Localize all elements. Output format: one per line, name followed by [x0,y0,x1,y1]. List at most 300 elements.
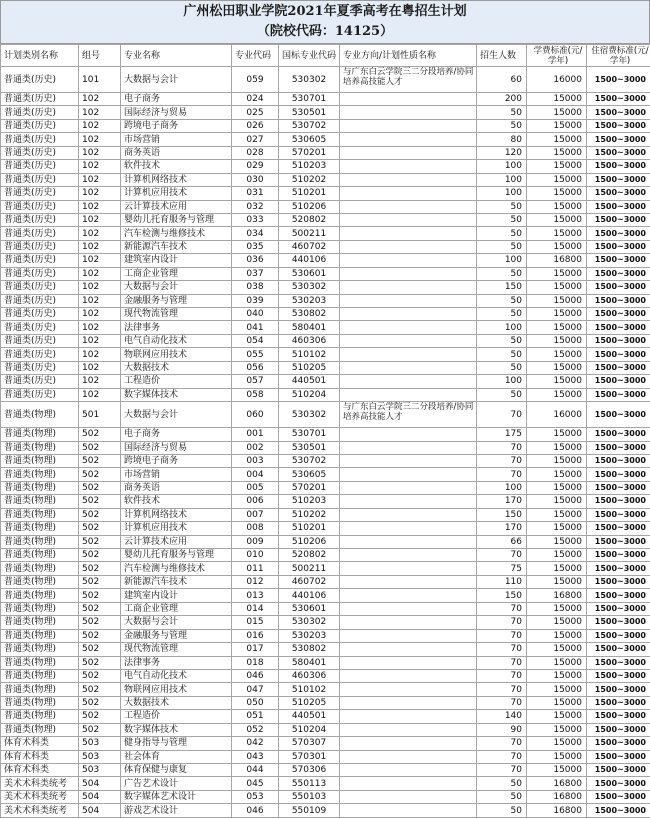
cell-group-no: 102 [79,133,121,146]
cell-major-code: 044 [232,764,279,777]
cell-tuition: 16000 [527,67,587,93]
cell-group-no: 502 [79,535,121,548]
cell-enrollment: 70 [477,696,527,709]
cell-major-code: 034 [232,227,279,240]
table-row [1,737,650,750]
cell-tuition: 15000 [527,656,587,669]
table-row [1,240,650,253]
cell-national-code: 510205 [279,361,340,374]
table-row [1,656,650,669]
cell-group-no: 501 [79,402,121,428]
cell-major-code: 005 [232,481,279,494]
cell-direction [340,804,477,817]
header-cell: 学费标准(元/学年) [527,45,587,67]
cell-group-no: 102 [79,281,121,294]
cell-major-name: 工商企业管理 [121,267,232,280]
cell-major-name: 大数据与会计 [121,616,232,629]
cell-tuition: 15000 [527,508,587,521]
cell-plan-category: 普通类(物理) [1,629,79,642]
cell-plan-category: 普通类(历史) [1,321,79,334]
cell-national-code: 510102 [279,683,340,696]
cell-major-code: 003 [232,454,279,467]
cell-plan-category: 普通类(物理) [1,575,79,588]
cell-major-code: 012 [232,575,279,588]
cell-plan-category: 普通类(历史) [1,200,79,213]
cell-tuition: 15000 [527,669,587,682]
cell-national-code: 510202 [279,508,340,521]
cell-national-code: 530702 [279,119,340,132]
cell-plan-category: 美术术科类统考 [1,790,79,803]
header-cell: 国标专业代码 [279,45,340,67]
table-row [1,468,650,481]
cell-enrollment: 50 [477,388,527,401]
cell-enrollment: 120 [477,146,527,159]
cell-dorm-fee: 1500~3000 [587,629,650,642]
table-row [1,790,650,803]
cell-group-no: 502 [79,589,121,602]
cell-national-code: 530601 [279,267,340,280]
cell-major-code: 011 [232,562,279,575]
cell-tuition: 15000 [527,308,587,321]
cell-major-name: 软件技术 [121,495,232,508]
cell-dorm-fee: 1500~3000 [587,187,650,200]
cell-plan-category: 普通类(物理) [1,696,79,709]
cell-direction [340,764,477,777]
cell-direction [340,294,477,307]
cell-dorm-fee: 1500~3000 [587,562,650,575]
cell-direction [340,535,477,548]
cell-enrollment: 100 [477,321,527,334]
cell-tuition: 15000 [527,737,587,750]
cell-dorm-fee: 1500~3000 [587,106,650,119]
header-cell: 住宿费标准(元/学年) [587,45,650,67]
cell-major-code: 045 [232,777,279,790]
cell-enrollment: 70 [477,669,527,682]
cell-direction [340,173,477,186]
cell-enrollment: 70 [477,737,527,750]
cell-direction [340,616,477,629]
cell-national-code: 530302 [279,616,340,629]
table-row [1,616,650,629]
table-row [1,106,650,119]
cell-tuition: 15000 [527,227,587,240]
cell-group-no: 502 [79,683,121,696]
cell-enrollment: 70 [477,643,527,656]
cell-plan-category: 普通类(物理) [1,589,79,602]
cell-enrollment: 100 [477,254,527,267]
cell-enrollment: 100 [477,160,527,173]
cell-enrollment: 50 [477,106,527,119]
cell-major-code: 013 [232,589,279,602]
cell-tuition: 15000 [527,549,587,562]
cell-major-code: 028 [232,146,279,159]
cell-major-name: 广告艺术设计 [121,777,232,790]
cell-enrollment: 150 [477,508,527,521]
cell-dorm-fee: 1500~3000 [587,146,650,159]
cell-major-name: 大数据与会计 [121,402,232,428]
cell-tuition: 15000 [527,481,587,494]
cell-direction [340,254,477,267]
cell-enrollment: 70 [477,468,527,481]
cell-tuition: 15000 [527,388,587,401]
cell-direction [340,522,477,535]
cell-plan-category: 普通类(物理) [1,468,79,481]
cell-dorm-fee: 1500~3000 [587,737,650,750]
cell-group-no: 502 [79,696,121,709]
cell-group-no: 102 [79,227,121,240]
cell-plan-category: 普通类(历史) [1,348,79,361]
cell-group-no: 102 [79,294,121,307]
cell-major-code: 015 [232,616,279,629]
cell-group-no: 102 [79,119,121,132]
cell-group-no: 102 [79,200,121,213]
cell-tuition: 15000 [527,361,587,374]
cell-plan-category: 体育术科类 [1,750,79,763]
cell-major-code: 040 [232,308,279,321]
table-row [1,119,650,132]
cell-enrollment: 50 [477,240,527,253]
cell-major-code: 033 [232,213,279,226]
table-row [1,669,650,682]
cell-direction [340,281,477,294]
cell-tuition: 15000 [527,562,587,575]
cell-national-code: 550109 [279,804,340,817]
cell-national-code: 510204 [279,388,340,401]
table-row [1,481,650,494]
cell-plan-category: 普通类(历史) [1,254,79,267]
cell-group-no: 503 [79,764,121,777]
cell-enrollment: 75 [477,562,527,575]
cell-tuition: 15000 [527,146,587,159]
cell-direction [340,454,477,467]
table-row [1,549,650,562]
cell-group-no: 102 [79,187,121,200]
cell-group-no: 502 [79,575,121,588]
cell-plan-category: 普通类(物理) [1,562,79,575]
cell-group-no: 102 [79,160,121,173]
cell-direction [340,146,477,159]
cell-direction [340,629,477,642]
cell-dorm-fee: 1500~3000 [587,535,650,548]
cell-plan-category: 体育术科类 [1,737,79,750]
cell-plan-category: 普通类(物理) [1,549,79,562]
cell-plan-category: 美术术科类统考 [1,804,79,817]
cell-major-name: 现代物流管理 [121,643,232,656]
cell-direction: 与广东白云学院三二分段培养/协同培养高技能人才 [340,402,477,428]
cell-major-name: 商务英语 [121,481,232,494]
cell-plan-category: 普通类(物理) [1,669,79,682]
cell-dorm-fee: 1500~3000 [587,441,650,454]
cell-major-code: 007 [232,508,279,521]
cell-dorm-fee: 1500~3000 [587,508,650,521]
cell-group-no: 102 [79,348,121,361]
cell-tuition: 15000 [527,643,587,656]
header-row [1,45,650,67]
cell-direction [340,602,477,615]
cell-dorm-fee: 1500~3000 [587,119,650,132]
cell-major-code: 053 [232,790,279,803]
cell-enrollment: 50 [477,200,527,213]
cell-national-code: 570306 [279,764,340,777]
cell-group-no: 503 [79,750,121,763]
cell-major-name: 工程造价 [121,375,232,388]
table-row [1,495,650,508]
cell-national-code: 580401 [279,656,340,669]
cell-major-name: 法律事务 [121,321,232,334]
cell-plan-category: 普通类(历史) [1,294,79,307]
cell-group-no: 502 [79,454,121,467]
cell-national-code: 530302 [279,67,340,93]
cell-tuition: 15000 [527,629,587,642]
cell-dorm-fee: 1500~3000 [587,348,650,361]
cell-major-code: 047 [232,683,279,696]
cell-direction [340,562,477,575]
table-row [1,254,650,267]
cell-national-code: 500211 [279,227,340,240]
cell-direction [340,495,477,508]
cell-major-code: 051 [232,710,279,723]
cell-dorm-fee: 1500~3000 [587,616,650,629]
cell-enrollment: 100 [477,187,527,200]
cell-dorm-fee: 1500~3000 [587,468,650,481]
table-row [1,375,650,388]
cell-dorm-fee: 1500~3000 [587,308,650,321]
table-row [1,281,650,294]
cell-national-code: 520802 [279,213,340,226]
cell-plan-category: 普通类(物理) [1,616,79,629]
cell-plan-category: 普通类(历史) [1,281,79,294]
table-row [1,187,650,200]
cell-tuition: 15000 [527,602,587,615]
table-row [1,441,650,454]
table-row [1,294,650,307]
cell-dorm-fee: 1500~3000 [587,750,650,763]
cell-enrollment: 70 [477,549,527,562]
cell-major-code: 035 [232,240,279,253]
table-row [1,710,650,723]
cell-major-code: 009 [232,535,279,548]
table-row [1,575,650,588]
cell-direction [340,441,477,454]
cell-enrollment: 110 [477,575,527,588]
cell-tuition: 15000 [527,535,587,548]
cell-major-code: 058 [232,388,279,401]
header-cell: 专业名称 [121,45,232,67]
cell-major-name: 大数据技术 [121,696,232,709]
cell-national-code: 510203 [279,495,340,508]
cell-dorm-fee: 1500~3000 [587,173,650,186]
cell-major-name: 计算机网络技术 [121,173,232,186]
cell-group-no: 502 [79,495,121,508]
header-cell: 计划类别名称 [1,45,79,67]
cell-plan-category: 普通类(历史) [1,106,79,119]
header-cell: 专业代码 [232,45,279,67]
cell-tuition: 15000 [527,106,587,119]
cell-direction [340,375,477,388]
cell-tuition: 15000 [527,696,587,709]
cell-group-no: 101 [79,67,121,93]
cell-major-name: 大数据与会计 [121,67,232,93]
cell-enrollment: 140 [477,710,527,723]
cell-major-name: 市场营销 [121,133,232,146]
cell-enrollment: 100 [477,173,527,186]
cell-enrollment: 70 [477,750,527,763]
cell-major-name: 金融服务与管理 [121,629,232,642]
header-cell: 组号 [79,45,121,67]
cell-major-code: 059 [232,67,279,93]
cell-enrollment: 70 [477,441,527,454]
cell-major-code: 043 [232,750,279,763]
cell-dorm-fee: 1500~3000 [587,522,650,535]
cell-dorm-fee: 1500~3000 [587,254,650,267]
cell-dorm-fee: 1500~3000 [587,67,650,93]
cell-tuition: 15000 [527,334,587,347]
cell-enrollment: 100 [477,481,527,494]
cell-major-code: 010 [232,549,279,562]
cell-dorm-fee: 1500~3000 [587,227,650,240]
table-row [1,334,650,347]
cell-major-name: 数字媒体技术 [121,388,232,401]
cell-direction [340,750,477,763]
cell-major-name: 建筑室内设计 [121,589,232,602]
cell-dorm-fee: 1500~3000 [587,454,650,467]
cell-major-name: 大数据与会计 [121,281,232,294]
cell-group-no: 502 [79,669,121,682]
cell-national-code: 510202 [279,173,340,186]
cell-group-no: 102 [79,361,121,374]
cell-tuition: 15000 [527,454,587,467]
cell-national-code: 530702 [279,454,340,467]
cell-direction [340,106,477,119]
cell-plan-category: 普通类(物理) [1,535,79,548]
cell-enrollment: 70 [477,454,527,467]
cell-major-name: 电气自动化技术 [121,669,232,682]
cell-national-code: 440501 [279,375,340,388]
cell-major-code: 014 [232,602,279,615]
cell-major-code: 001 [232,428,279,441]
cell-enrollment: 50 [477,804,527,817]
cell-tuition: 15000 [527,93,587,106]
table-row [1,200,650,213]
cell-group-no: 502 [79,629,121,642]
table-row [1,160,650,173]
cell-dorm-fee: 1500~3000 [587,764,650,777]
cell-tuition: 15000 [527,160,587,173]
cell-major-name: 软件技术 [121,160,232,173]
cell-dorm-fee: 1500~3000 [587,710,650,723]
cell-tuition: 16800 [527,254,587,267]
cell-group-no: 102 [79,321,121,334]
cell-national-code: 570307 [279,737,340,750]
cell-national-code: 530501 [279,441,340,454]
cell-direction [340,187,477,200]
cell-national-code: 580401 [279,321,340,334]
cell-national-code: 510201 [279,187,340,200]
cell-direction [340,710,477,723]
cell-direction [340,696,477,709]
cell-tuition: 15000 [527,133,587,146]
cell-major-name: 工商企业管理 [121,602,232,615]
table-row [1,602,650,615]
cell-group-no: 502 [79,428,121,441]
cell-group-no: 102 [79,388,121,401]
cell-major-name: 数字媒体技术 [121,723,232,736]
cell-plan-category: 普通类(物理) [1,656,79,669]
cell-dorm-fee: 1500~3000 [587,723,650,736]
cell-national-code: 510201 [279,522,340,535]
cell-major-code: 046 [232,804,279,817]
cell-dorm-fee: 1500~3000 [587,575,650,588]
cell-direction [340,160,477,173]
table-row [1,804,650,817]
cell-major-name: 计算机应用技术 [121,522,232,535]
cell-plan-category: 普通类(历史) [1,267,79,280]
cell-major-code: 031 [232,187,279,200]
cell-direction [340,133,477,146]
table-row [1,629,650,642]
cell-plan-category: 普通类(物理) [1,454,79,467]
cell-direction [340,656,477,669]
cell-major-name: 物联网应用技术 [121,683,232,696]
cell-group-no: 502 [79,656,121,669]
cell-major-name: 金融服务与管理 [121,294,232,307]
table-row [1,348,650,361]
cell-group-no: 503 [79,737,121,750]
cell-direction [340,683,477,696]
cell-major-name: 社会体育 [121,750,232,763]
cell-tuition: 15000 [527,267,587,280]
cell-dorm-fee: 1500~3000 [587,602,650,615]
cell-group-no: 502 [79,549,121,562]
table-row [1,723,650,736]
cell-major-name: 电气自动化技术 [121,334,232,347]
title-line-2: （院校代码：14125） [1,22,649,42]
cell-major-code: 024 [232,93,279,106]
cell-enrollment: 50 [477,119,527,132]
cell-plan-category: 普通类(物理) [1,602,79,615]
cell-enrollment: 50 [477,348,527,361]
cell-enrollment: 50 [477,227,527,240]
cell-plan-category: 普通类(物理) [1,495,79,508]
cell-plan-category: 普通类(历史) [1,388,79,401]
cell-plan-category: 普通类(历史) [1,361,79,374]
cell-direction [340,575,477,588]
cell-direction [340,549,477,562]
cell-group-no: 502 [79,468,121,481]
cell-group-no: 102 [79,375,121,388]
cell-plan-category: 普通类(历史) [1,67,79,93]
cell-dorm-fee: 1500~3000 [587,402,650,428]
cell-group-no: 504 [79,804,121,817]
cell-dorm-fee: 1500~3000 [587,804,650,817]
cell-tuition: 15000 [527,522,587,535]
cell-direction [340,737,477,750]
cell-dorm-fee: 1500~3000 [587,160,650,173]
cell-enrollment: 175 [477,428,527,441]
cell-group-no: 102 [79,334,121,347]
cell-major-name: 婴幼儿托育服务与管理 [121,213,232,226]
cell-dorm-fee: 1500~3000 [587,790,650,803]
cell-direction [340,240,477,253]
cell-tuition: 16000 [527,402,587,428]
cell-plan-category: 普通类(物理) [1,522,79,535]
cell-direction [340,321,477,334]
cell-major-code: 054 [232,334,279,347]
cell-direction [340,227,477,240]
cell-group-no: 102 [79,213,121,226]
cell-national-code: 550103 [279,790,340,803]
cell-plan-category: 普通类(历史) [1,146,79,159]
